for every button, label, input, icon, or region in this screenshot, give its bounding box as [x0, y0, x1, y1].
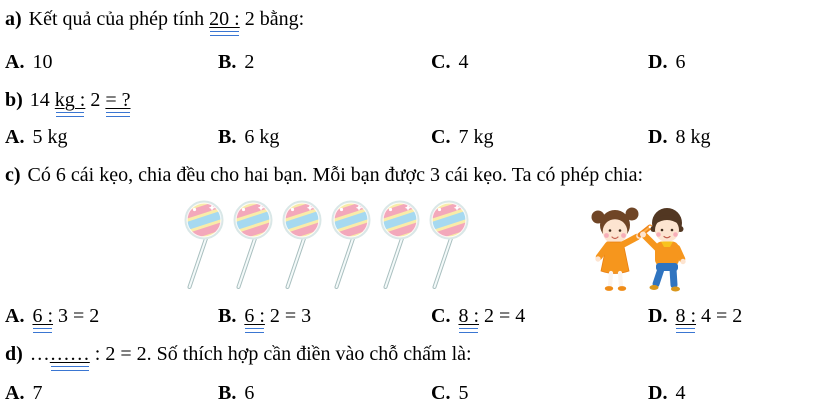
options-row-b — [5, 124, 813, 150]
option-d-C-text: 5 — [458, 382, 469, 404]
option-a-D — [648, 49, 813, 75]
option-c-C — [431, 303, 648, 329]
question-b-underlined-term-2: = ? — [105, 89, 131, 111]
option-c-A-letter: A. — [5, 305, 25, 327]
option-d-C-letter: C. — [431, 382, 451, 404]
option-a-A-letter: A. — [5, 51, 25, 73]
question-a-label: a) — [5, 8, 22, 30]
option-a-D-text: 6 — [675, 51, 686, 73]
option-c-D-rest: 4 = 2 — [696, 305, 743, 327]
option-c-B-rest: 2 = 3 — [264, 305, 312, 327]
option-d-A — [5, 380, 218, 406]
question-d-text-post: : 2 = 2. Số thích hợp cần điền vào chỗ chấm là: — [89, 343, 472, 365]
question-b-underlined-term-1: kg : — [54, 89, 86, 111]
option-d-D — [648, 380, 813, 406]
option-d-D-letter: D. — [648, 382, 668, 404]
option-b-C-text: 7 kg — [458, 126, 494, 148]
option-a-C — [431, 49, 648, 75]
question-d-dots-plain: … — [29, 343, 50, 365]
option-c-B-underlined: 6 : — [244, 305, 265, 327]
option-a-A-text: 10 — [32, 51, 53, 73]
question-c-label: c) — [5, 164, 21, 186]
option-b-D-letter: D. — [648, 126, 668, 148]
option-a-B-letter: B. — [218, 51, 237, 73]
question-b-text-pre: 14 — [29, 89, 55, 111]
option-b-D-text: 8 kg — [675, 126, 711, 148]
options-row-d — [5, 380, 813, 406]
option-b-B — [218, 124, 431, 150]
kids-illustration — [580, 196, 702, 302]
option-c-C-letter: C. — [431, 305, 451, 327]
lollipop-row — [181, 199, 481, 292]
options-row-a — [5, 49, 813, 75]
option-d-A-letter: A. — [5, 382, 25, 404]
question-d-dots-underlined: …… — [49, 343, 90, 365]
option-d-D-text: 4 — [675, 382, 686, 404]
option-c-A — [5, 303, 218, 329]
girl-figure — [592, 208, 652, 291]
option-b-B-text: 6 kg — [244, 126, 280, 148]
question-b — [5, 87, 813, 113]
option-c-C-underlined: 8 : — [458, 305, 480, 327]
option-c-A-rest: 3 = 2 — [53, 305, 100, 327]
option-b-C — [431, 124, 648, 150]
question-d — [5, 341, 813, 367]
question-c-text: Có 6 cái kẹo, chia đều cho hai bạn. Mỗi bạn được 3 cái kẹo. Ta có phép chia: — [27, 164, 644, 186]
option-c-B — [218, 303, 431, 329]
option-b-A-letter: A. — [5, 126, 25, 148]
option-c-A-underlined: 6 : — [32, 305, 54, 327]
option-b-D — [648, 124, 813, 150]
option-d-B-letter: B. — [218, 382, 237, 404]
question-b-text-mid: 2 — [85, 89, 106, 111]
option-c-C-rest: 2 = 4 — [479, 305, 526, 327]
option-d-B-text: 6 — [244, 382, 255, 404]
option-c-D-underlined: 8 : — [675, 305, 697, 327]
question-d-label: d) — [5, 343, 23, 365]
option-a-C-letter: C. — [431, 51, 451, 73]
option-a-C-text: 4 — [458, 51, 469, 73]
option-d-A-text: 7 — [32, 382, 43, 404]
option-d-C — [431, 380, 648, 406]
option-b-C-letter: C. — [431, 126, 451, 148]
question-a-underlined-term: 20 : — [209, 8, 240, 30]
option-c-D — [648, 303, 813, 329]
question-b-label: b) — [5, 89, 23, 111]
option-c-B-letter: B. — [218, 305, 237, 327]
option-a-D-letter: D. — [648, 51, 668, 73]
question-a — [5, 6, 813, 32]
question-a-text-pre: Kết quả của phép tính — [28, 8, 210, 30]
option-b-A — [5, 124, 218, 150]
boy-figure — [640, 208, 686, 292]
option-b-B-letter: B. — [218, 126, 237, 148]
option-c-D-letter: D. — [648, 305, 668, 327]
option-a-B-text: 2 — [244, 51, 255, 73]
option-b-A-text: 5 kg — [32, 126, 68, 148]
option-a-A — [5, 49, 218, 75]
question-a-text-post: 2 bằng: — [239, 8, 305, 30]
question-c — [5, 162, 813, 188]
option-d-B — [218, 380, 431, 406]
options-row-c — [5, 303, 813, 329]
option-a-B — [218, 49, 431, 75]
